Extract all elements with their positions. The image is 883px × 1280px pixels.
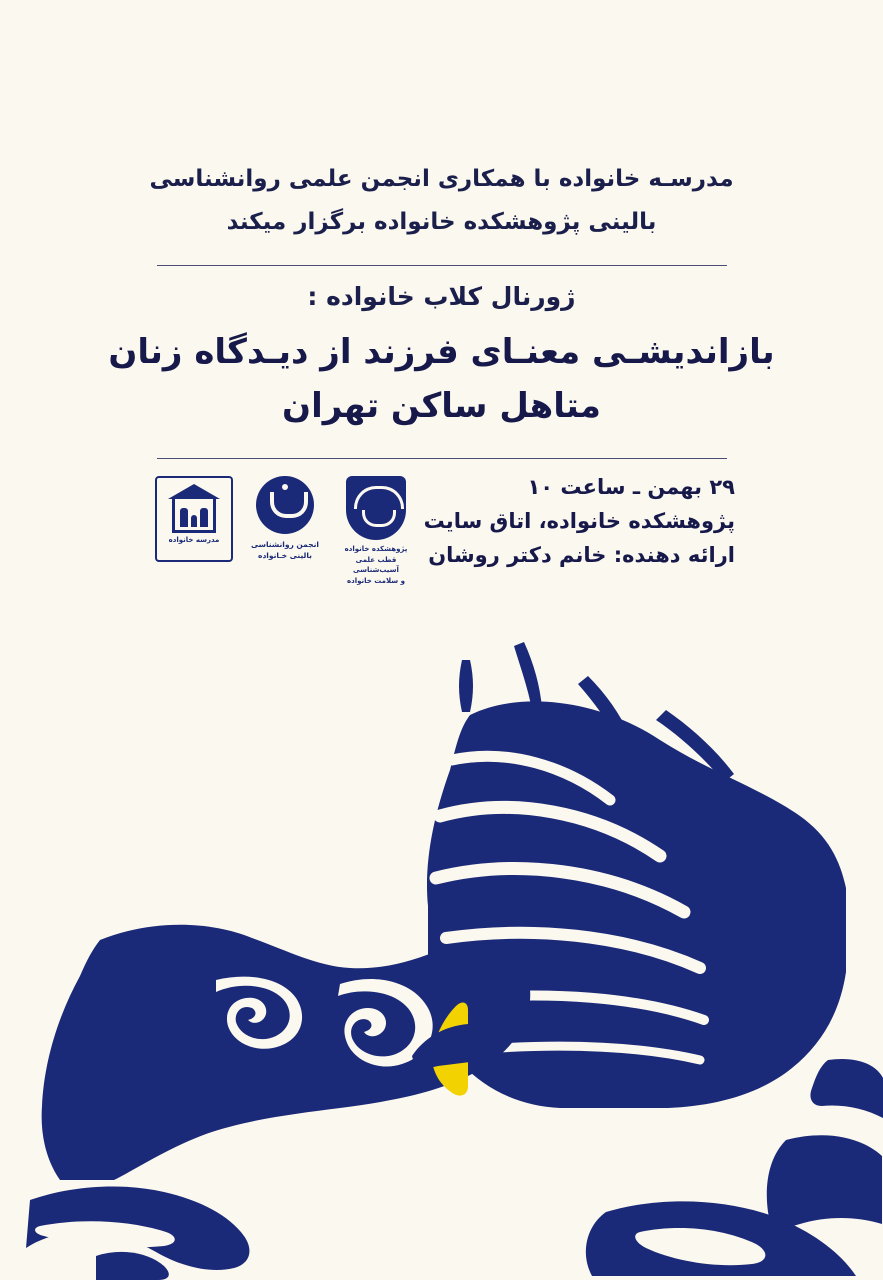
main-title-line-1: بازاندیشـی معنـای فرزند از دیـدگاه زنان: [108, 332, 775, 373]
intro-text: [0, 0, 883, 243]
sub-title: ژورنال کلاب خانواده :: [307, 282, 576, 312]
page-title: [0, 311, 883, 434]
circle-glyph-icon: [256, 476, 314, 534]
university-logo-caption-1: پژوهشکده خانواده: [344, 545, 408, 553]
anjoman-logo: [247, 476, 323, 562]
event-details-row: [0, 470, 883, 600]
shield-icon: [346, 476, 406, 540]
event-location: پژوهشکده خانواده، اتاق سایت: [423, 509, 735, 534]
main-title-line-2: متاهل ساکن تهران: [282, 386, 601, 427]
event-info: [424, 470, 735, 572]
university-logo: [337, 476, 415, 586]
divider-top: [157, 265, 727, 266]
intro-line-1: مدرسـه خانواده با همکاری انجمن علمی روانشناسی: [149, 166, 734, 192]
divider-bottom: [157, 458, 727, 459]
university-logo-caption-2: قطب علمی آسیب‌شناسی: [353, 555, 399, 574]
anjoman-logo-caption-1: انجمن روانشناسی: [250, 540, 320, 549]
madrese-khanevade-logo: [155, 476, 233, 562]
university-logo-caption-3: و سلامت خانواده: [347, 576, 405, 585]
house-roof-icon: [168, 484, 220, 499]
family-icon: [175, 508, 213, 527]
logo-group: [155, 476, 415, 586]
event-date-time: ۲۹ بهمن ـ ساعت ۱۰: [527, 475, 735, 499]
intro-line-2: بالینی پژوهشکده خانواده برگزار میکند: [226, 208, 657, 235]
anjoman-logo-caption-2: بالینی خـانواده: [258, 551, 312, 561]
house-logo-caption: مدرسه خانواده: [168, 536, 220, 544]
event-presenter: ارائه دهنده: خانم دکتر روشان: [428, 543, 735, 568]
house-body-icon: [172, 499, 216, 533]
poster-text-block: [0, 0, 883, 459]
hands-holding-ink-illustration: [0, 620, 883, 1280]
